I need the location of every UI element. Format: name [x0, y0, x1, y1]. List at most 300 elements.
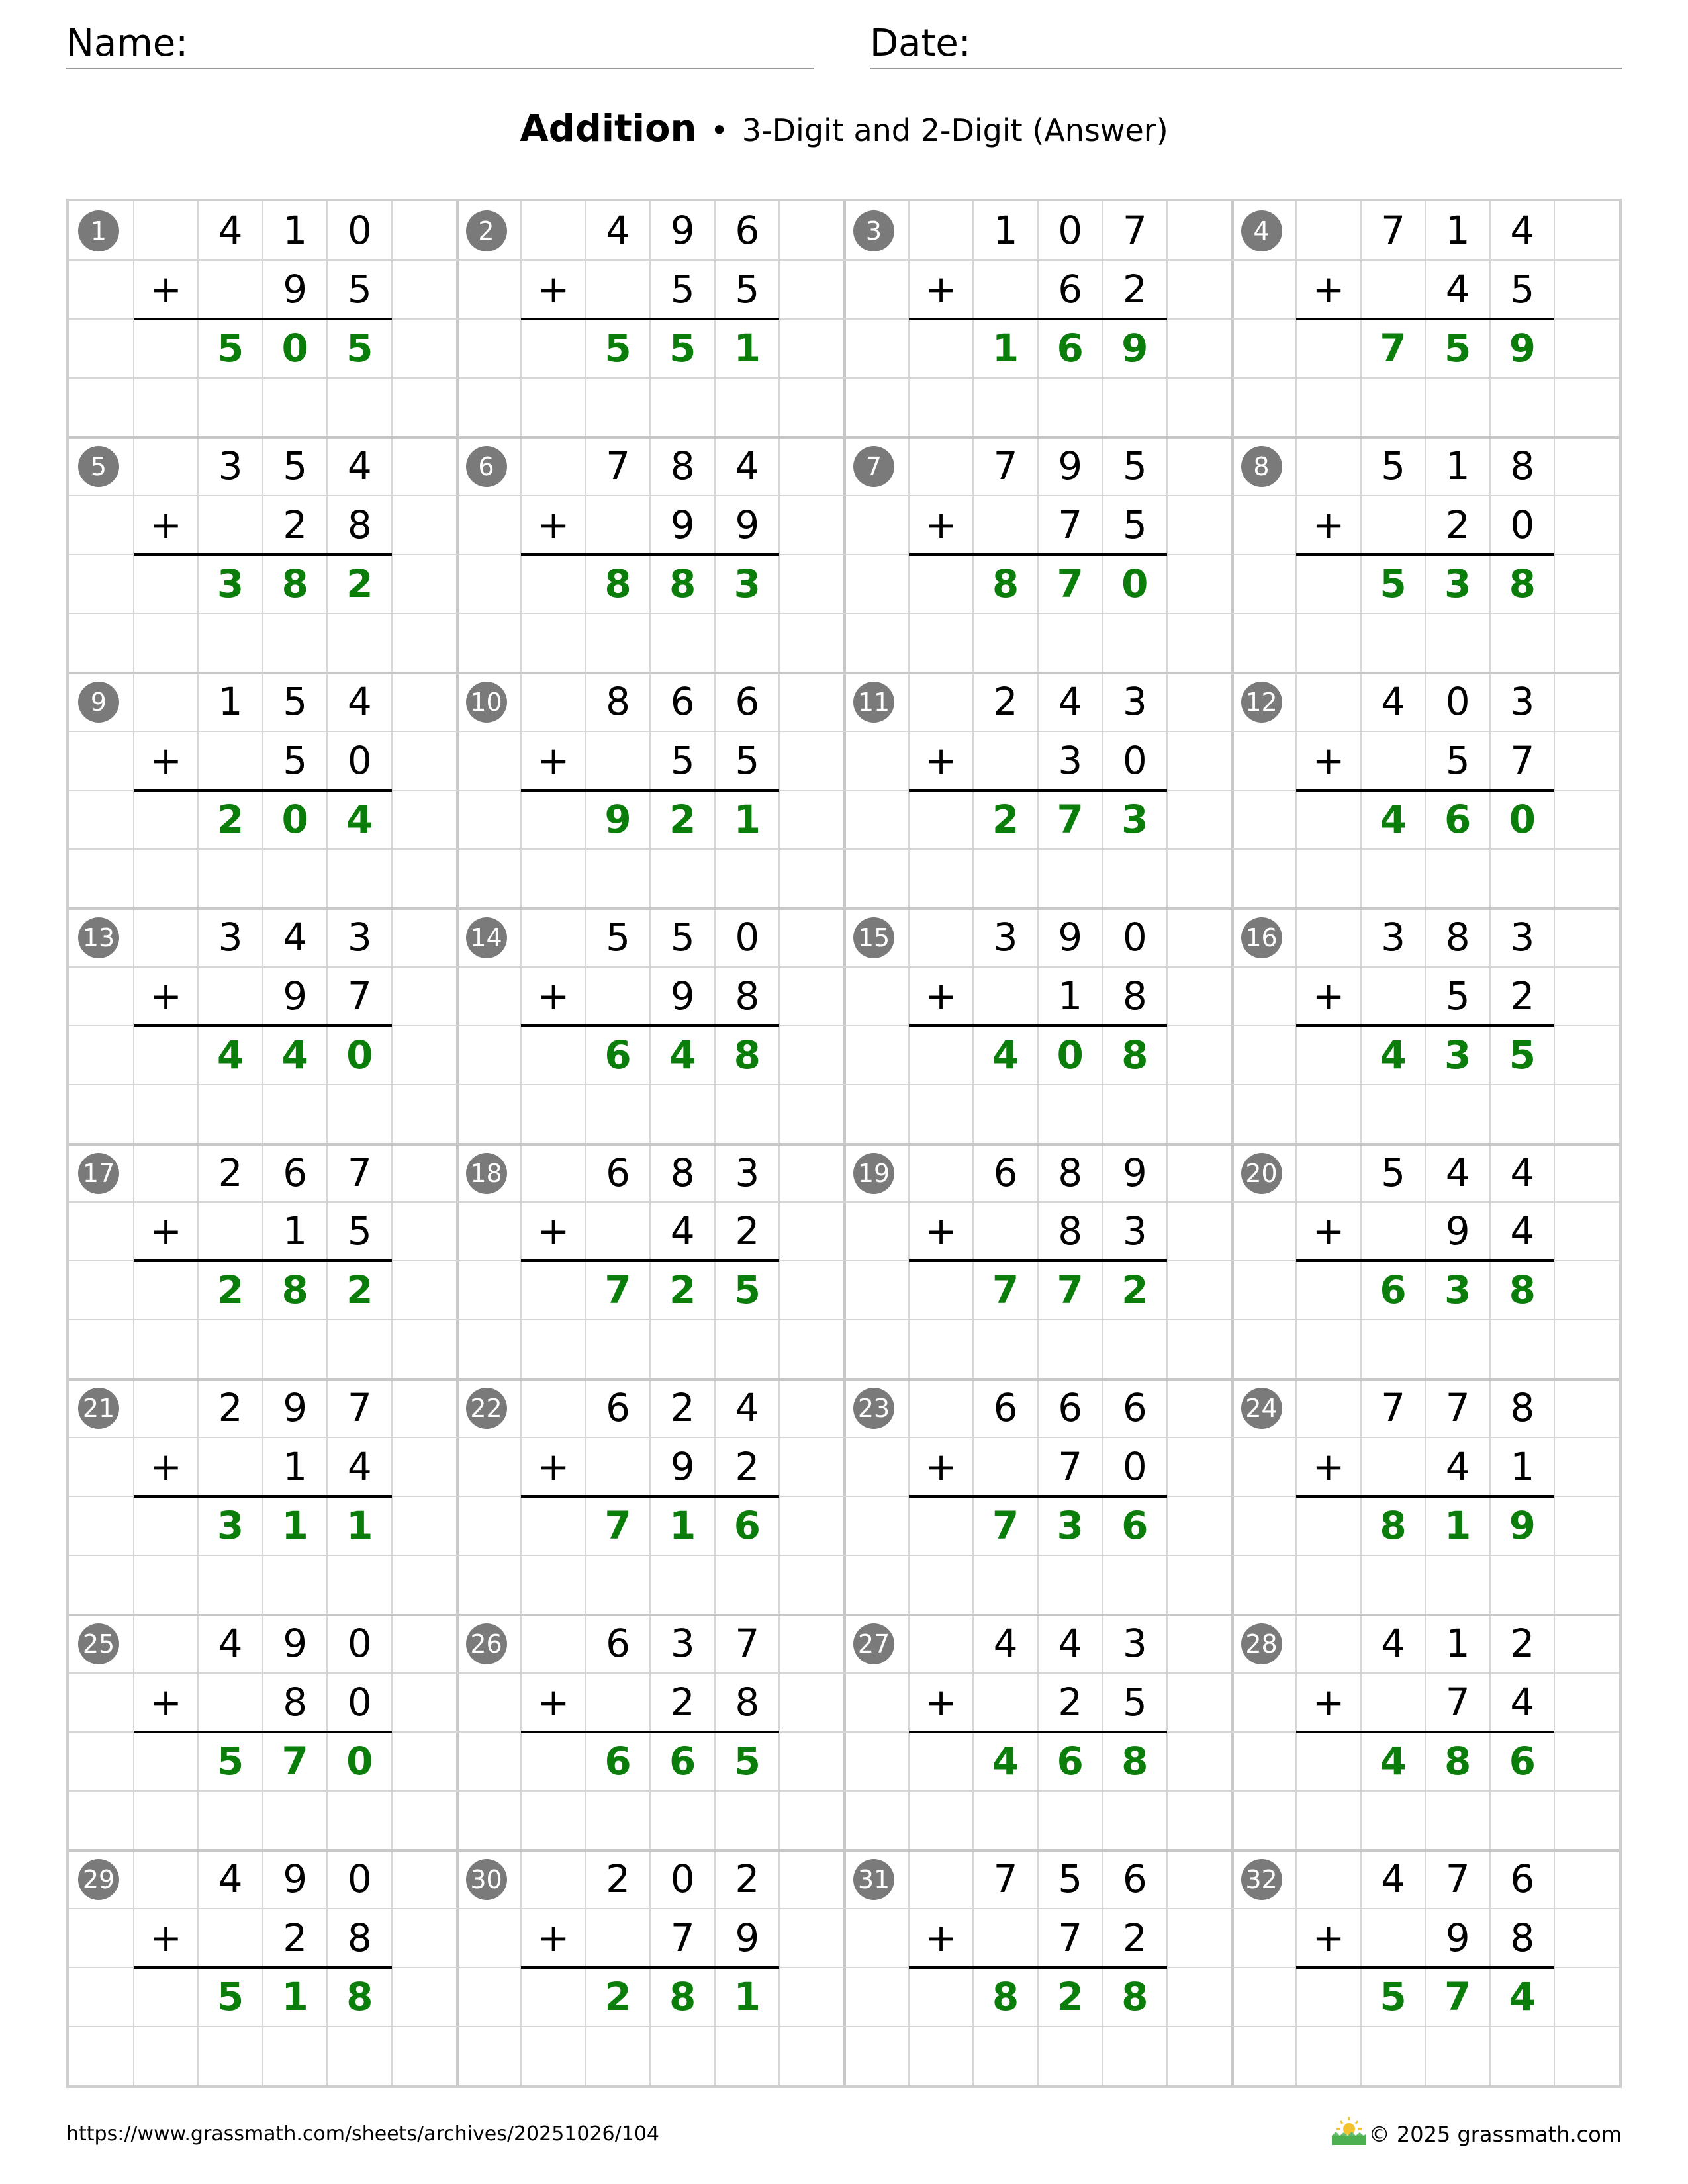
addend-top-digit: 6 — [606, 1385, 631, 1431]
addend-top-digit: 0 — [1445, 678, 1470, 724]
sum-line — [1296, 1731, 1554, 1733]
answer-digit: 4 — [1380, 1032, 1407, 1077]
addend-top-digit: 4 — [735, 443, 760, 488]
answer-digit: 4 — [992, 1032, 1019, 1077]
problem-grid — [66, 199, 1622, 2088]
addend-bottom-digit: 4 — [670, 1208, 695, 1254]
addend-bottom-digit: 2 — [1058, 1680, 1083, 1725]
answer-digit: 6 — [1056, 325, 1084, 371]
addend-bottom-digit — [586, 967, 651, 1026]
addend-bottom-digit — [973, 260, 1038, 319]
addend-bottom-digit: 2 — [735, 1208, 760, 1254]
addend-top-digit: 0 — [1058, 208, 1083, 253]
addend-top-digit: 8 — [1510, 443, 1535, 488]
problem-29 — [69, 1850, 458, 2086]
sum-line — [134, 1731, 392, 1733]
problem-number-badge: 22 — [466, 1388, 507, 1429]
problem-number-badge: 17 — [78, 1153, 119, 1194]
problem-number-badge: 23 — [853, 1388, 894, 1429]
plus-sign: + — [537, 1680, 570, 1725]
addend-top-digit: 4 — [1381, 1621, 1406, 1666]
problem-17 — [69, 1144, 458, 1380]
addend-top-digit: 2 — [218, 1150, 243, 1195]
answer-digit: 7 — [281, 1739, 308, 1784]
addend-top-digit: 3 — [993, 914, 1018, 960]
answer-digit: 0 — [346, 1739, 373, 1784]
addend-bottom-digit: 5 — [1445, 973, 1470, 1019]
problem-15 — [844, 908, 1233, 1144]
plus-sign: + — [925, 973, 957, 1019]
date-field[interactable] — [870, 20, 1622, 69]
addend-top-digit: 6 — [1122, 1385, 1147, 1431]
answer-digit: 3 — [1444, 561, 1472, 606]
answer-digit: 2 — [669, 1267, 696, 1313]
answer-digit: 1 — [733, 796, 761, 842]
problem-number-badge: 25 — [78, 1623, 119, 1664]
addend-bottom-digit — [1361, 496, 1426, 555]
addend-top-digit: 9 — [670, 208, 695, 253]
problem-3 — [844, 201, 1233, 437]
addend-bottom-digit — [973, 1909, 1038, 1968]
plus-sign: + — [1312, 1915, 1345, 1961]
title-subtitle: 3-Digit and 2-Digit (Answer) — [741, 113, 1168, 148]
answer-digit: 5 — [216, 1739, 244, 1784]
title-main: Addition — [520, 107, 697, 150]
sum-line — [134, 1259, 392, 1262]
plus-sign: + — [537, 1444, 570, 1490]
addend-top-digit: 8 — [670, 1150, 695, 1195]
addend-bottom-digit — [586, 496, 651, 555]
plus-sign: + — [537, 502, 570, 547]
addend-top-digit: 6 — [606, 1621, 631, 1666]
addend-top-digit: 5 — [283, 678, 308, 724]
answer-digit: 8 — [992, 561, 1019, 606]
sum-line — [1296, 789, 1554, 792]
answer-digit: 8 — [992, 1974, 1019, 2020]
answer-digit: 5 — [1380, 561, 1407, 606]
answer-digit: 1 — [1444, 1503, 1472, 1549]
addend-bottom-digit: 8 — [283, 1680, 308, 1725]
addend-top-digit: 0 — [347, 1856, 372, 1902]
addend-bottom-digit — [1361, 1673, 1426, 1732]
problem-number-badge: 2 — [466, 210, 507, 251]
answer-digit: 1 — [733, 1974, 761, 2020]
addend-bottom-digit — [198, 967, 263, 1026]
addend-top-digit: 4 — [606, 208, 631, 253]
addend-top-digit: 4 — [1510, 208, 1535, 253]
problem-25 — [69, 1614, 458, 1850]
answer-digit: 4 — [1509, 1974, 1536, 2020]
answer-digit: 8 — [1380, 1503, 1407, 1549]
addend-top-digit: 7 — [347, 1150, 372, 1195]
addend-bottom-digit: 0 — [1510, 502, 1535, 547]
answer-digit: 6 — [604, 1739, 632, 1784]
addend-top-digit: 4 — [218, 1856, 243, 1902]
plus-sign: + — [925, 502, 957, 547]
addend-bottom-digit: 2 — [1122, 1915, 1147, 1961]
answer-digit: 5 — [1509, 1032, 1536, 1077]
answer-digit: 5 — [346, 325, 373, 371]
addend-bottom-digit: 5 — [1122, 1680, 1147, 1725]
sum-line — [1296, 1259, 1554, 1262]
addend-bottom-digit: 5 — [1510, 266, 1535, 312]
problem-number-badge: 21 — [78, 1388, 119, 1429]
answer-digit: 0 — [1056, 1032, 1084, 1077]
addend-top-digit: 1 — [218, 678, 243, 724]
answer-digit: 3 — [1056, 1503, 1084, 1549]
problem-9 — [69, 672, 458, 909]
sum-line — [909, 1259, 1167, 1262]
plus-sign: + — [150, 1915, 182, 1961]
addend-bottom-digit: 8 — [1510, 1915, 1535, 1961]
addend-top-digit: 1 — [1445, 208, 1470, 253]
addend-bottom-digit: 5 — [283, 737, 308, 783]
addend-bottom-digit: 9 — [670, 502, 695, 547]
addend-top-digit: 6 — [993, 1385, 1018, 1431]
problem-number-badge: 5 — [78, 446, 119, 487]
answer-digit: 7 — [1380, 325, 1407, 371]
sum-line — [1296, 1495, 1554, 1498]
addend-top-digit: 0 — [670, 1856, 695, 1902]
answer-digit: 8 — [1121, 1974, 1149, 2020]
sum-line — [521, 1966, 779, 1969]
plus-sign: + — [150, 1680, 182, 1725]
addend-bottom-digit: 8 — [347, 1915, 372, 1961]
addend-top-digit: 5 — [670, 914, 695, 960]
addend-top-digit: 1 — [283, 208, 308, 253]
addend-bottom-digit: 1 — [283, 1208, 308, 1254]
addend-bottom-digit: 8 — [1058, 1208, 1083, 1254]
plus-sign: + — [1312, 502, 1345, 547]
problem-24 — [1232, 1379, 1621, 1615]
plus-sign: + — [150, 502, 182, 547]
addend-bottom-digit: 8 — [735, 973, 760, 1019]
sum-line — [1296, 553, 1554, 556]
addend-top-digit: 2 — [735, 1856, 760, 1902]
problem-number-badge: 20 — [1241, 1153, 1282, 1194]
plus-sign: + — [925, 1444, 957, 1490]
problem-number-badge: 26 — [466, 1623, 507, 1664]
problem-22 — [457, 1379, 846, 1615]
addend-top-digit: 6 — [606, 1150, 631, 1195]
addend-top-digit: 2 — [993, 678, 1018, 724]
problem-31 — [844, 1850, 1233, 2086]
addend-bottom-digit: 0 — [347, 1680, 372, 1725]
addend-bottom-digit: 4 — [1445, 266, 1470, 312]
addend-top-digit: 9 — [1122, 1150, 1147, 1195]
sum-line — [909, 1966, 1167, 1969]
addend-bottom-digit: 5 — [735, 266, 760, 312]
addend-bottom-digit — [1361, 731, 1426, 790]
addend-top-digit: 9 — [1058, 443, 1083, 488]
answer-digit: 8 — [1509, 561, 1536, 606]
addend-bottom-digit: 5 — [1122, 502, 1147, 547]
answer-digit: 1 — [281, 1974, 308, 2020]
answer-digit: 0 — [1509, 796, 1536, 842]
addend-top-digit: 4 — [347, 443, 372, 488]
addend-bottom-digit: 7 — [347, 973, 372, 1019]
addend-top-digit: 9 — [283, 1385, 308, 1431]
answer-digit: 5 — [1380, 1974, 1407, 2020]
problem-number-badge: 18 — [466, 1153, 507, 1194]
addend-bottom-digit: 4 — [1445, 1444, 1470, 1490]
addend-top-digit: 4 — [283, 914, 308, 960]
addend-bottom-digit: 2 — [283, 1915, 308, 1961]
addend-bottom-digit — [586, 1673, 651, 1732]
addend-bottom-digit: 7 — [1445, 1680, 1470, 1725]
answer-digit: 5 — [216, 325, 244, 371]
answer-digit: 7 — [992, 1503, 1019, 1549]
answer-digit: 0 — [281, 796, 308, 842]
addend-bottom-digit: 2 — [670, 1680, 695, 1725]
answer-digit: 4 — [1380, 796, 1407, 842]
addend-bottom-digit: 1 — [1058, 973, 1083, 1019]
addend-top-digit: 7 — [1381, 1385, 1406, 1431]
addend-bottom-digit — [973, 1673, 1038, 1732]
answer-digit: 5 — [216, 1974, 244, 2020]
addend-bottom-digit: 2 — [1445, 502, 1470, 547]
answer-digit: 9 — [1509, 325, 1536, 371]
addend-bottom-digit: 8 — [1122, 973, 1147, 1019]
answer-digit: 3 — [216, 561, 244, 606]
addend-bottom-digit — [586, 1909, 651, 1968]
addend-bottom-digit: 4 — [1510, 1680, 1535, 1725]
addend-bottom-digit — [973, 1437, 1038, 1496]
problem-number-badge: 6 — [466, 446, 507, 487]
addend-top-digit: 4 — [1058, 1621, 1083, 1666]
addend-top-digit: 7 — [347, 1385, 372, 1431]
answer-digit: 3 — [1444, 1032, 1472, 1077]
plus-sign: + — [1312, 266, 1345, 312]
addend-top-digit: 4 — [1381, 1856, 1406, 1902]
plus-sign: + — [1312, 1680, 1345, 1725]
addend-top-digit: 6 — [735, 678, 760, 724]
problem-number-badge: 13 — [78, 917, 119, 958]
addend-top-digit: 7 — [1381, 208, 1406, 253]
addend-top-digit: 6 — [735, 208, 760, 253]
addend-top-digit: 4 — [735, 1385, 760, 1431]
problem-14 — [457, 908, 846, 1144]
plus-sign: + — [537, 973, 570, 1019]
addend-bottom-digit — [1361, 1909, 1426, 1968]
answer-digit: 1 — [346, 1503, 373, 1549]
addend-bottom-digit — [198, 496, 263, 555]
answer-digit: 5 — [669, 325, 696, 371]
problem-number-badge: 11 — [853, 682, 894, 723]
answer-digit: 4 — [669, 1032, 696, 1077]
answer-digit: 7 — [992, 1267, 1019, 1313]
problem-20 — [1232, 1144, 1621, 1380]
sum-line — [521, 1024, 779, 1027]
addend-top-digit: 4 — [1058, 678, 1083, 724]
addend-bottom-digit: 5 — [1445, 737, 1470, 783]
problem-number-badge: 7 — [853, 446, 894, 487]
addend-bottom-digit: 7 — [1058, 1444, 1083, 1490]
problem-number-badge: 24 — [1241, 1388, 1282, 1429]
addend-bottom-digit — [1361, 1202, 1426, 1261]
addend-bottom-digit: 0 — [1122, 737, 1147, 783]
plus-sign: + — [537, 737, 570, 783]
addend-top-digit: 7 — [735, 1621, 760, 1666]
addend-top-digit: 7 — [606, 443, 631, 488]
answer-digit: 8 — [281, 1267, 308, 1313]
addend-top-digit: 6 — [283, 1150, 308, 1195]
addend-bottom-digit: 5 — [670, 266, 695, 312]
sum-line — [521, 789, 779, 792]
addend-top-digit: 5 — [1381, 443, 1406, 488]
addend-top-digit: 0 — [347, 208, 372, 253]
addend-bottom-digit: 4 — [347, 1444, 372, 1490]
addend-top-digit: 6 — [1058, 1385, 1083, 1431]
problem-32 — [1232, 1850, 1621, 2086]
sum-line — [1296, 1966, 1554, 1969]
addend-bottom-digit — [973, 1202, 1038, 1261]
addend-bottom-digit — [973, 967, 1038, 1026]
addend-bottom-digit: 7 — [1058, 502, 1083, 547]
addend-bottom-digit: 7 — [1510, 737, 1535, 783]
addend-top-digit: 8 — [1445, 914, 1470, 960]
answer-digit: 7 — [1056, 561, 1084, 606]
addend-top-digit: 6 — [993, 1150, 1018, 1195]
sum-line — [134, 1495, 392, 1498]
answer-digit: 8 — [1444, 1739, 1472, 1784]
answer-digit: 3 — [733, 561, 761, 606]
answer-digit: 6 — [1056, 1739, 1084, 1784]
addend-top-digit: 2 — [1510, 1621, 1535, 1666]
addend-bottom-digit: 9 — [735, 1915, 760, 1961]
problem-number-badge: 16 — [1241, 917, 1282, 958]
answer-digit: 1 — [992, 325, 1019, 371]
addend-top-digit: 3 — [1381, 914, 1406, 960]
answer-digit: 2 — [216, 1267, 244, 1313]
problem-number-badge: 28 — [1241, 1623, 1282, 1664]
answer-digit: 8 — [733, 1032, 761, 1077]
problem-30 — [457, 1850, 846, 2086]
answer-digit: 6 — [604, 1032, 632, 1077]
answer-digit: 3 — [1121, 796, 1149, 842]
problem-number-badge: 4 — [1241, 210, 1282, 251]
addend-top-digit: 5 — [606, 914, 631, 960]
addend-bottom-digit: 9 — [735, 502, 760, 547]
date-label: Date: — [870, 22, 971, 65]
problem-2 — [457, 201, 846, 437]
sum-line — [521, 1731, 779, 1733]
addend-top-digit: 2 — [670, 1385, 695, 1431]
addend-top-digit: 4 — [347, 678, 372, 724]
sum-line — [909, 1024, 1167, 1027]
plus-sign: + — [150, 1444, 182, 1490]
plus-sign: + — [537, 1208, 570, 1254]
problem-28 — [1232, 1614, 1621, 1850]
addend-top-digit: 0 — [1122, 914, 1147, 960]
problem-number-badge: 27 — [853, 1623, 894, 1664]
addend-top-digit: 2 — [606, 1856, 631, 1902]
answer-digit: 8 — [1121, 1032, 1149, 1077]
addend-top-digit: 5 — [283, 443, 308, 488]
problem-5 — [69, 437, 458, 673]
answer-digit: 2 — [346, 561, 373, 606]
addend-top-digit: 5 — [1122, 443, 1147, 488]
addend-bottom-digit: 5 — [670, 737, 695, 783]
problem-number-badge: 12 — [1241, 682, 1282, 723]
sum-line — [909, 1495, 1167, 1498]
sum-line — [134, 1966, 392, 1969]
sum-line — [134, 789, 392, 792]
addend-bottom-digit: 9 — [670, 973, 695, 1019]
addend-bottom-digit: 3 — [1058, 737, 1083, 783]
answer-digit: 5 — [733, 1739, 761, 1784]
addend-top-digit: 7 — [993, 1856, 1018, 1902]
answer-digit: 1 — [669, 1503, 696, 1549]
plus-sign: + — [1312, 973, 1345, 1019]
problem-1 — [69, 201, 458, 437]
answer-digit: 8 — [669, 561, 696, 606]
addend-bottom-digit: 1 — [1510, 1444, 1535, 1490]
problem-27 — [844, 1614, 1233, 1850]
addend-bottom-digit: 2 — [283, 502, 308, 547]
sum-line — [521, 1259, 779, 1262]
answer-digit: 4 — [216, 1032, 244, 1077]
answer-digit: 0 — [281, 325, 308, 371]
addend-bottom-digit — [1361, 967, 1426, 1026]
answer-digit: 9 — [1121, 325, 1149, 371]
addend-top-digit: 4 — [218, 208, 243, 253]
answer-digit: 7 — [1056, 1267, 1084, 1313]
addend-bottom-digit: 9 — [283, 973, 308, 1019]
addend-top-digit: 8 — [1510, 1385, 1535, 1431]
sum-line — [134, 553, 392, 556]
addend-bottom-digit — [198, 1202, 263, 1261]
addend-top-digit: 3 — [1510, 914, 1535, 960]
addend-bottom-digit: 2 — [735, 1444, 760, 1490]
problem-number-badge: 31 — [853, 1859, 894, 1900]
plus-sign: + — [1312, 1208, 1345, 1254]
addend-bottom-digit: 5 — [735, 737, 760, 783]
addend-bottom-digit: 0 — [1122, 1444, 1147, 1490]
addend-bottom-digit — [198, 731, 263, 790]
plus-sign: + — [925, 737, 957, 783]
sum-line — [134, 318, 392, 320]
problem-number-badge: 1 — [78, 210, 119, 251]
answer-digit: 8 — [1121, 1739, 1149, 1784]
plus-sign: + — [537, 1915, 570, 1961]
addend-bottom-digit: 2 — [1122, 266, 1147, 312]
problem-6 — [457, 437, 846, 673]
problem-number-badge: 30 — [466, 1859, 507, 1900]
addend-top-digit: 7 — [1445, 1385, 1470, 1431]
addend-bottom-digit — [198, 1673, 263, 1732]
name-field[interactable] — [66, 20, 814, 69]
plus-sign: + — [150, 1208, 182, 1254]
addend-top-digit: 3 — [670, 1621, 695, 1666]
addend-top-digit: 3 — [218, 914, 243, 960]
answer-digit: 9 — [604, 796, 632, 842]
footer-url: https://www.grassmath.com/sheets/archives/20251026/104 — [66, 2122, 660, 2146]
addend-bottom-digit: 7 — [670, 1915, 695, 1961]
addend-bottom-digit: 5 — [347, 1208, 372, 1254]
addend-top-digit: 6 — [1510, 1856, 1535, 1902]
addend-top-digit: 3 — [218, 443, 243, 488]
worksheet-title — [0, 99, 1688, 160]
addend-top-digit: 7 — [993, 443, 1018, 488]
addend-top-digit: 3 — [1122, 1621, 1147, 1666]
addend-top-digit: 8 — [1058, 1150, 1083, 1195]
answer-digit: 4 — [1380, 1739, 1407, 1784]
addend-bottom-digit — [586, 731, 651, 790]
answer-digit: 7 — [1444, 1974, 1472, 2020]
sum-line — [909, 1731, 1167, 1733]
answer-digit: 1 — [733, 325, 761, 371]
